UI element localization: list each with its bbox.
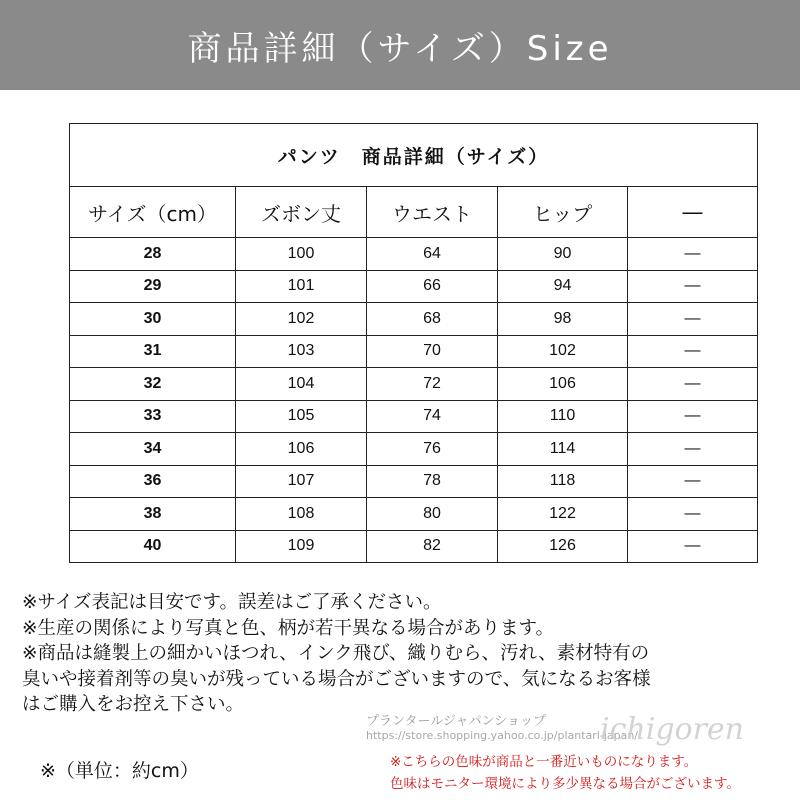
header-hip: ヒップ bbox=[498, 187, 628, 238]
cell-waist: 72 bbox=[367, 368, 498, 401]
cell-hip: 118 bbox=[498, 465, 628, 498]
cell-hip: 98 bbox=[498, 303, 628, 336]
cell-empty: ― bbox=[628, 400, 758, 433]
cell-length: 106 bbox=[236, 433, 367, 466]
cell-hip: 126 bbox=[498, 530, 628, 563]
cell-empty: ― bbox=[628, 498, 758, 531]
table-body bbox=[70, 238, 758, 563]
cell-hip: 102 bbox=[498, 335, 628, 368]
table-caption: パンツ 商品詳細（サイズ） bbox=[70, 124, 758, 187]
cell-waist: 80 bbox=[367, 498, 498, 531]
cell-size: 40 bbox=[70, 530, 236, 563]
cell-empty: ― bbox=[628, 465, 758, 498]
cell-waist: 82 bbox=[367, 530, 498, 563]
cell-size: 28 bbox=[70, 238, 236, 271]
header-waist: ウエスト bbox=[367, 187, 498, 238]
table-row bbox=[70, 530, 758, 563]
size-table bbox=[69, 123, 758, 563]
cell-length: 100 bbox=[236, 238, 367, 271]
banner-title: 商品詳細（サイズ）Size bbox=[187, 28, 613, 69]
header-size: サイズ（cm） bbox=[70, 187, 236, 238]
table-row bbox=[70, 465, 758, 498]
table-row bbox=[70, 400, 758, 433]
cell-hip: 90 bbox=[498, 238, 628, 271]
cell-waist: 76 bbox=[367, 433, 498, 466]
note-line: ※サイズ表記は目安です。誤差はご了承ください。 bbox=[22, 592, 442, 613]
cell-waist: 66 bbox=[367, 270, 498, 303]
cell-size: 34 bbox=[70, 433, 236, 466]
cell-waist: 78 bbox=[367, 465, 498, 498]
cell-size: 31 bbox=[70, 335, 236, 368]
cell-empty: ― bbox=[628, 238, 758, 271]
cell-length: 105 bbox=[236, 400, 367, 433]
cell-length: 108 bbox=[236, 498, 367, 531]
cell-length: 107 bbox=[236, 465, 367, 498]
cell-size: 38 bbox=[70, 498, 236, 531]
table-row bbox=[70, 238, 758, 271]
cell-hip: 110 bbox=[498, 400, 628, 433]
cell-size: 32 bbox=[70, 368, 236, 401]
cell-hip: 106 bbox=[498, 368, 628, 401]
table-row bbox=[70, 303, 758, 336]
note-line: はご購入をお控え下さい。 bbox=[22, 694, 245, 716]
cell-empty: ― bbox=[628, 303, 758, 336]
table-row bbox=[70, 270, 758, 303]
cell-size: 30 bbox=[70, 303, 236, 336]
cell-size: 36 bbox=[70, 465, 236, 498]
table-row bbox=[70, 335, 758, 368]
shop-name: プランタールジャパンショップ bbox=[366, 714, 547, 729]
cell-empty: ― bbox=[628, 530, 758, 563]
table-row bbox=[70, 433, 758, 466]
watermark: ichigoren bbox=[600, 712, 744, 747]
header-length: ズボン丈 bbox=[236, 187, 367, 238]
shop-url: https://store.shopping.yahoo.co.jp/plantarl-japan/ bbox=[366, 729, 639, 742]
cell-hip: 94 bbox=[498, 270, 628, 303]
cell-waist: 74 bbox=[367, 400, 498, 433]
cell-length: 109 bbox=[236, 530, 367, 563]
cell-empty: ― bbox=[628, 270, 758, 303]
cell-hip: 122 bbox=[498, 498, 628, 531]
cell-empty: ― bbox=[628, 433, 758, 466]
cell-size: 29 bbox=[70, 270, 236, 303]
note-line: ※生産の関係により写真と色、柄が若干異なる場合があります。 bbox=[22, 617, 555, 639]
table-row bbox=[70, 368, 758, 401]
title-banner bbox=[0, 0, 800, 90]
cell-waist: 68 bbox=[367, 303, 498, 336]
color-note: 色味はモニター環境により多少異なる場合がございます。 bbox=[390, 776, 740, 792]
table-caption-row bbox=[70, 124, 758, 187]
table-header-row bbox=[70, 187, 758, 238]
cell-length: 103 bbox=[236, 335, 367, 368]
cell-length: 102 bbox=[236, 303, 367, 336]
color-note: ※こちらの色味が商品と一番近いものになります。 bbox=[390, 754, 698, 770]
cell-size: 33 bbox=[70, 400, 236, 433]
cell-waist: 64 bbox=[367, 238, 498, 271]
cell-waist: 70 bbox=[367, 335, 498, 368]
note-line: 臭いや接着剤等の臭いが残っている場合がございますので、気になるお客様 bbox=[22, 668, 651, 690]
cell-length: 104 bbox=[236, 368, 367, 401]
note-line: ※商品は縫製上の細かいほつれ、インク飛び、織りむら、汚れ、素材特有の bbox=[22, 643, 650, 665]
cell-hip: 114 bbox=[498, 433, 628, 466]
cell-empty: ― bbox=[628, 335, 758, 368]
unit-note: ※（単位：約cm） bbox=[40, 760, 199, 782]
header-empty: ― bbox=[628, 187, 758, 238]
cell-empty: ― bbox=[628, 368, 758, 401]
table-row bbox=[70, 498, 758, 531]
cell-length: 101 bbox=[236, 270, 367, 303]
notes bbox=[22, 590, 792, 718]
